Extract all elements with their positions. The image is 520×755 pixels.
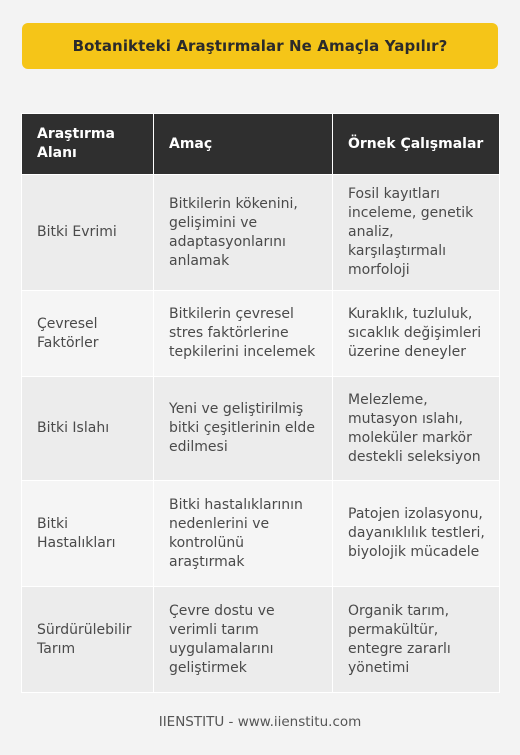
cell-example-studies: Patojen izolasyonu, dayanıklılık testleri, biyolojik mücadele: [333, 481, 500, 587]
cell-purpose: Yeni ve geliştirilmiş bitki çeşitlerinin elde edilmesi: [154, 377, 333, 481]
table-row: [22, 175, 500, 291]
cell-purpose: Bitki hastalıklarının nedenlerini ve kontrolünü araştırmak: [154, 481, 333, 587]
header-research-area: Araştırma Alanı: [22, 114, 154, 175]
cell-example-studies: Kuraklık, tuzluluk, sıcaklık değişimleri üzerine deneyler: [333, 291, 500, 377]
cell-example-studies: Melezleme, mutasyon ıslahı, moleküler markör destekli seleksiyon: [333, 377, 500, 481]
footer-credit: IIENSTITU - www.iienstitu.com: [158, 714, 362, 730]
table-row: [22, 291, 500, 377]
table-row: [22, 481, 500, 587]
cell-research-area: Bitki Islahı: [22, 377, 154, 481]
cell-research-area: Çevresel Faktörler: [22, 291, 154, 377]
cell-example-studies: Fosil kayıtları inceleme, genetik analiz, karşılaştırmalı morfoloji: [333, 175, 500, 291]
table-header-row: [22, 114, 500, 175]
cell-purpose: Çevre dostu ve verimli tarım uygulamalarını geliştirmek: [154, 587, 333, 693]
header-purpose: Amaç: [154, 114, 333, 175]
cell-purpose: Bitkilerin kökenini, gelişimini ve adaptasyonlarını anlamak: [154, 175, 333, 291]
cell-example-studies: Organik tarım, permakültür, entegre zararlı yönetimi: [333, 587, 500, 693]
cell-purpose: Bitkilerin çevresel stres faktörlerine tepkilerini incelemek: [154, 291, 333, 377]
cell-research-area: Bitki Hastalıkları: [22, 481, 154, 587]
title-banner: [22, 23, 498, 69]
table-row: [22, 587, 500, 693]
table-row: [22, 377, 500, 481]
page-title: Botanikteki Araştırmalar Ne Amaçla Yapılır?: [72, 37, 448, 55]
research-table: [21, 113, 500, 693]
header-example-studies: Örnek Çalışmalar: [333, 114, 500, 175]
cell-research-area: Sürdürülebilir Tarım: [22, 587, 154, 693]
cell-research-area: Bitki Evrimi: [22, 175, 154, 291]
